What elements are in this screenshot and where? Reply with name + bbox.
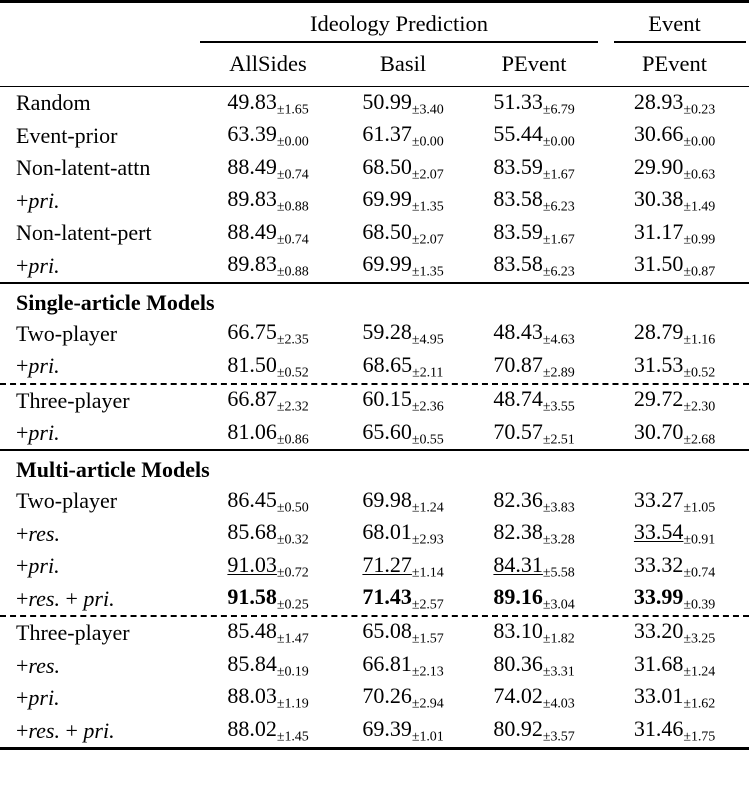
metric-cell	[338, 318, 468, 350]
row-label: Two-player	[16, 320, 118, 346]
header-column-row	[0, 43, 749, 86]
metric-cell	[198, 87, 338, 119]
metric-stddev: ±2.13	[411, 664, 444, 680]
section-header-row	[0, 284, 749, 318]
metric-cell	[600, 550, 749, 582]
metric-stddev: ±1.16	[683, 332, 716, 348]
row-label: +pri.	[16, 353, 60, 379]
metric-cell	[338, 152, 468, 184]
metric-cell	[338, 617, 468, 649]
metric-cell	[338, 185, 468, 217]
metric-cell	[198, 417, 338, 449]
metric-cell	[198, 152, 338, 184]
metric-cell	[468, 152, 600, 184]
metric-cell	[468, 217, 600, 249]
metric-stddev: ±1.14	[411, 564, 444, 580]
table-row	[0, 649, 749, 681]
metric-mean: 31.68	[633, 650, 684, 676]
table-row	[0, 682, 749, 714]
metric-cell	[600, 649, 749, 681]
metric-cell	[600, 350, 749, 382]
metric-stddev: ±1.35	[411, 199, 444, 215]
metric-stddev: ±2.35	[276, 332, 309, 348]
metric-mean: 69.99	[362, 186, 412, 212]
metric-stddev: ±2.57	[411, 597, 444, 613]
metric-mean: 68.50	[362, 153, 412, 179]
metric-mean: 82.38	[493, 519, 543, 545]
metric-stddev: ±0.88	[276, 264, 309, 280]
metric-mean: 88.02	[227, 715, 277, 741]
metric-stddev: ±4.63	[542, 332, 575, 348]
row-label: Non-latent-attn	[16, 155, 151, 181]
section-title: Single-article Models	[16, 289, 215, 315]
metric-mean: 88.49	[227, 218, 277, 244]
metric-cell	[468, 485, 600, 517]
metric-mean: 91.03	[227, 551, 277, 577]
section-title: Multi-article Models	[16, 457, 210, 483]
row-label: Three-player	[16, 620, 130, 646]
metric-cell	[600, 250, 749, 282]
table-row	[0, 617, 749, 649]
metric-mean: 28.93	[633, 88, 684, 114]
metric-stddev: ±0.99	[683, 232, 716, 248]
metric-stddev: ±1.45	[276, 729, 309, 745]
header-column-spacer	[0, 43, 198, 86]
metric-stddev: ±3.25	[683, 631, 716, 647]
metric-mean: 50.99	[362, 88, 412, 114]
metric-cell	[198, 485, 338, 517]
header-group-event: Event	[648, 11, 701, 36]
metric-stddev: ±1.47	[276, 631, 309, 647]
metric-cell	[468, 649, 600, 681]
metric-stddev: ±2.94	[411, 696, 444, 712]
metric-cell	[468, 617, 600, 649]
metric-mean: 33.20	[633, 618, 684, 644]
metric-cell	[600, 714, 749, 746]
row-label: +res.	[16, 520, 60, 546]
row-label: Random	[16, 90, 91, 116]
metric-stddev: ±4.03	[542, 696, 575, 712]
metric-cell	[600, 417, 749, 449]
metric-stddev: ±2.51	[542, 431, 575, 447]
metric-cell	[468, 87, 600, 119]
metric-mean: 70.87	[493, 351, 543, 377]
metric-mean: 30.66	[633, 121, 684, 147]
row-label: +pri.	[16, 685, 60, 711]
metric-mean: 83.58	[493, 251, 543, 277]
metric-cell	[468, 385, 600, 417]
metric-stddev: ±3.40	[411, 102, 444, 118]
metric-mean: 31.46	[633, 715, 684, 741]
metric-mean: 88.03	[227, 683, 277, 709]
table-row	[0, 350, 749, 382]
table-row	[0, 185, 749, 217]
metric-mean: 66.81	[362, 650, 412, 676]
metric-mean: 55.44	[493, 121, 543, 147]
metric-mean: 71.27	[362, 551, 412, 577]
metric-stddev: ±3.83	[542, 500, 575, 516]
metric-cell	[338, 518, 468, 550]
metric-stddev: ±0.00	[542, 134, 575, 150]
metric-mean: 85.48	[227, 618, 277, 644]
metric-stddev: ±1.24	[411, 500, 444, 516]
metric-mean: 85.68	[227, 519, 277, 545]
metric-stddev: ±1.67	[542, 167, 575, 183]
metric-stddev: ±3.31	[542, 664, 575, 680]
table-row	[0, 318, 749, 350]
metric-cell	[338, 582, 468, 614]
metric-mean: 71.43	[362, 583, 412, 609]
metric-mean: 69.39	[362, 715, 412, 741]
metric-cell	[468, 682, 600, 714]
metric-cell	[338, 87, 468, 119]
table-row	[0, 152, 749, 184]
metric-mean: 81.50	[227, 351, 277, 377]
metric-stddev: ±1.01	[411, 729, 444, 745]
metric-stddev: ±1.65	[276, 102, 309, 118]
metric-mean: 69.98	[362, 486, 412, 512]
metric-cell	[198, 550, 338, 582]
metric-stddev: ±0.25	[276, 597, 309, 613]
metric-cell	[468, 185, 600, 217]
metric-mean: 84.31	[493, 551, 543, 577]
metric-mean: 33.99	[633, 583, 684, 609]
metric-mean: 82.36	[493, 486, 543, 512]
metric-stddev: ±3.28	[542, 532, 575, 548]
row-label: +res.	[16, 652, 60, 678]
metric-stddev: ±0.52	[276, 365, 309, 381]
metric-stddev: ±0.72	[276, 564, 309, 580]
metric-cell	[338, 649, 468, 681]
metric-cell	[198, 217, 338, 249]
metric-stddev: ±0.00	[683, 134, 716, 150]
metric-stddev: ±0.55	[411, 431, 444, 447]
metric-stddev: ±0.19	[276, 664, 309, 680]
metric-mean: 68.01	[362, 519, 412, 545]
metric-cell	[468, 120, 600, 152]
metric-stddev: ±1.82	[542, 631, 575, 647]
metric-mean: 30.70	[633, 418, 684, 444]
metric-stddev: ±1.24	[683, 664, 716, 680]
table-row	[0, 120, 749, 152]
metric-cell	[468, 417, 600, 449]
metric-stddev: ±1.67	[542, 232, 575, 248]
metric-mean: 29.90	[633, 153, 684, 179]
metric-cell	[600, 87, 749, 119]
metric-cell	[338, 417, 468, 449]
metric-cell	[468, 582, 600, 614]
metric-stddev: ±1.05	[683, 500, 716, 516]
metric-stddev: ±0.00	[276, 134, 309, 150]
header-group-row	[0, 3, 749, 41]
metric-stddev: ±0.87	[683, 264, 716, 280]
metric-cell	[338, 682, 468, 714]
metric-stddev: ±0.50	[276, 500, 309, 516]
metric-cell	[468, 550, 600, 582]
metric-cell	[198, 385, 338, 417]
metric-mean: 31.17	[633, 218, 684, 244]
metric-stddev: ±2.32	[276, 399, 309, 415]
metric-mean: 31.50	[633, 251, 684, 277]
metric-mean: 83.10	[493, 618, 543, 644]
metric-mean: 80.92	[493, 715, 543, 741]
metric-stddev: ±0.00	[411, 134, 444, 150]
metric-cell	[600, 217, 749, 249]
table-row	[0, 250, 749, 282]
column-header-3: PEvent	[642, 50, 707, 76]
metric-cell	[338, 250, 468, 282]
metric-cell	[338, 714, 468, 746]
metric-mean: 65.60	[362, 418, 412, 444]
metric-mean: 89.16	[493, 583, 543, 609]
metric-cell	[468, 518, 600, 550]
metric-mean: 70.57	[493, 418, 543, 444]
table-row	[0, 385, 749, 417]
metric-cell	[468, 350, 600, 382]
metric-stddev: ±5.58	[542, 564, 575, 580]
metric-mean: 88.49	[227, 153, 277, 179]
metric-cell	[198, 518, 338, 550]
table-row	[0, 550, 749, 582]
metric-mean: 49.83	[227, 88, 277, 114]
metric-mean: 80.36	[493, 650, 543, 676]
metric-stddev: ±2.68	[683, 431, 716, 447]
metric-mean: 60.15	[362, 386, 412, 412]
metric-stddev: ±0.32	[276, 532, 309, 548]
metric-mean: 81.06	[227, 418, 277, 444]
metric-cell	[600, 152, 749, 184]
metric-mean: 65.08	[362, 618, 412, 644]
metric-cell	[468, 714, 600, 746]
metric-cell	[600, 120, 749, 152]
metric-mean: 68.65	[362, 351, 413, 377]
metric-cell	[198, 185, 338, 217]
metric-stddev: ±4.95	[411, 332, 444, 348]
metric-stddev: ±0.23	[683, 102, 716, 118]
table-row	[0, 714, 749, 746]
metric-mean: 86.45	[227, 486, 277, 512]
column-header-2: PEvent	[501, 50, 567, 76]
metric-mean: 63.39	[227, 121, 277, 147]
metric-stddev: ±2.11	[412, 365, 444, 381]
metric-cell	[468, 250, 600, 282]
row-label: +pri.	[16, 420, 60, 446]
table-row	[0, 582, 749, 614]
metric-cell	[338, 120, 468, 152]
row-label: +res. + pri.	[16, 585, 115, 611]
metric-cell	[600, 617, 749, 649]
metric-mean: 33.01	[633, 683, 684, 709]
metric-cell	[338, 217, 468, 249]
table-row	[0, 518, 749, 550]
metric-mean: 51.33	[493, 88, 543, 114]
metric-stddev: ±2.89	[542, 365, 575, 381]
metric-stddev: ±0.74	[276, 232, 309, 248]
metric-mean: 83.59	[493, 153, 543, 179]
metric-cell	[338, 350, 468, 382]
metric-mean: 30.38	[633, 186, 684, 212]
metric-stddev: ±0.88	[276, 199, 309, 215]
metric-cell	[198, 682, 338, 714]
metric-mean: 74.02	[493, 683, 543, 709]
metric-cell	[600, 185, 749, 217]
metric-stddev: ±0.86	[276, 431, 309, 447]
metric-stddev: ±6.23	[542, 264, 575, 280]
metric-mean: 68.50	[362, 218, 412, 244]
metric-cell	[198, 350, 338, 382]
metric-stddev: ±0.52	[683, 365, 716, 381]
section-header-row	[0, 451, 749, 485]
metric-stddev: ±0.63	[683, 167, 716, 183]
metric-mean: 59.28	[362, 319, 412, 345]
metric-stddev: ±1.19	[276, 696, 309, 712]
metric-cell	[338, 385, 468, 417]
metric-stddev: ±1.35	[411, 264, 444, 280]
metric-mean: 83.59	[493, 218, 543, 244]
metric-stddev: ±0.39	[683, 597, 716, 613]
column-header-0: AllSides	[229, 50, 307, 76]
metric-stddev: ±2.93	[411, 532, 444, 548]
metric-mean: 33.54	[633, 519, 684, 545]
row-label: Non-latent-pert	[16, 220, 152, 246]
metric-stddev: ±6.23	[542, 199, 575, 215]
metric-mean: 89.83	[227, 186, 277, 212]
metric-mean: 70.26	[362, 683, 412, 709]
metric-stddev: ±0.74	[683, 564, 716, 580]
metric-cell	[338, 485, 468, 517]
metric-cell	[600, 582, 749, 614]
row-label: Event-prior	[16, 122, 118, 148]
metric-mean: 69.99	[362, 251, 412, 277]
metric-mean: 66.87	[227, 386, 277, 412]
metric-cell	[338, 550, 468, 582]
header-corner-cell	[0, 3, 198, 41]
table-row	[0, 217, 749, 249]
metric-mean: 61.37	[362, 121, 412, 147]
metric-stddev: ±6.79	[542, 102, 575, 118]
metric-stddev: ±1.57	[411, 631, 444, 647]
metric-mean: 29.72	[633, 386, 684, 412]
metric-cell	[600, 682, 749, 714]
metric-mean: 33.27	[633, 486, 684, 512]
metric-stddev: ±2.07	[411, 167, 444, 183]
row-label: Two-player	[16, 488, 118, 514]
metric-cell	[198, 120, 338, 152]
metric-cell	[600, 518, 749, 550]
metric-cell	[198, 318, 338, 350]
row-label: +res. + pri.	[16, 717, 115, 743]
metric-cell	[198, 714, 338, 746]
table-row	[0, 417, 749, 449]
table-row	[0, 485, 749, 517]
metric-mean: 31.53	[633, 351, 684, 377]
metric-mean: 91.58	[227, 583, 277, 609]
header-group-ideology: Ideology Prediction	[309, 11, 489, 36]
metric-mean: 66.75	[227, 319, 277, 345]
metric-cell	[468, 318, 600, 350]
metric-stddev: ±1.75	[683, 729, 716, 745]
metric-cell	[198, 617, 338, 649]
metric-stddev: ±2.07	[411, 232, 444, 248]
metric-cell	[198, 582, 338, 614]
table-bottom-rule	[0, 747, 749, 750]
metric-mean: 83.58	[493, 186, 543, 212]
metric-mean: 33.32	[633, 551, 684, 577]
metric-cell	[600, 318, 749, 350]
metric-mean: 48.43	[493, 319, 543, 345]
metric-stddev: ±2.30	[683, 399, 716, 415]
column-header-1: Basil	[379, 50, 427, 76]
row-label: +pri.	[16, 553, 60, 579]
metric-stddev: ±3.57	[542, 729, 575, 745]
metric-stddev: ±2.36	[411, 399, 444, 415]
metric-cell	[600, 385, 749, 417]
metric-cell	[600, 485, 749, 517]
metric-mean: 48.74	[493, 386, 543, 412]
metric-stddev: ±0.91	[683, 532, 716, 548]
metric-stddev: ±3.55	[542, 399, 575, 415]
row-label: Three-player	[16, 387, 130, 413]
table-row	[0, 87, 749, 119]
metric-cell	[198, 250, 338, 282]
metric-mean: 85.84	[227, 650, 277, 676]
metric-stddev: ±3.04	[542, 597, 575, 613]
metric-cell	[198, 649, 338, 681]
metric-mean: 89.83	[227, 251, 277, 277]
row-label: +pri.	[16, 187, 60, 213]
metric-stddev: ±1.49	[683, 199, 716, 215]
metric-stddev: ±0.74	[276, 167, 309, 183]
metric-mean: 28.79	[633, 319, 684, 345]
metric-stddev: ±1.62	[683, 696, 716, 712]
row-label: +pri.	[16, 252, 60, 278]
